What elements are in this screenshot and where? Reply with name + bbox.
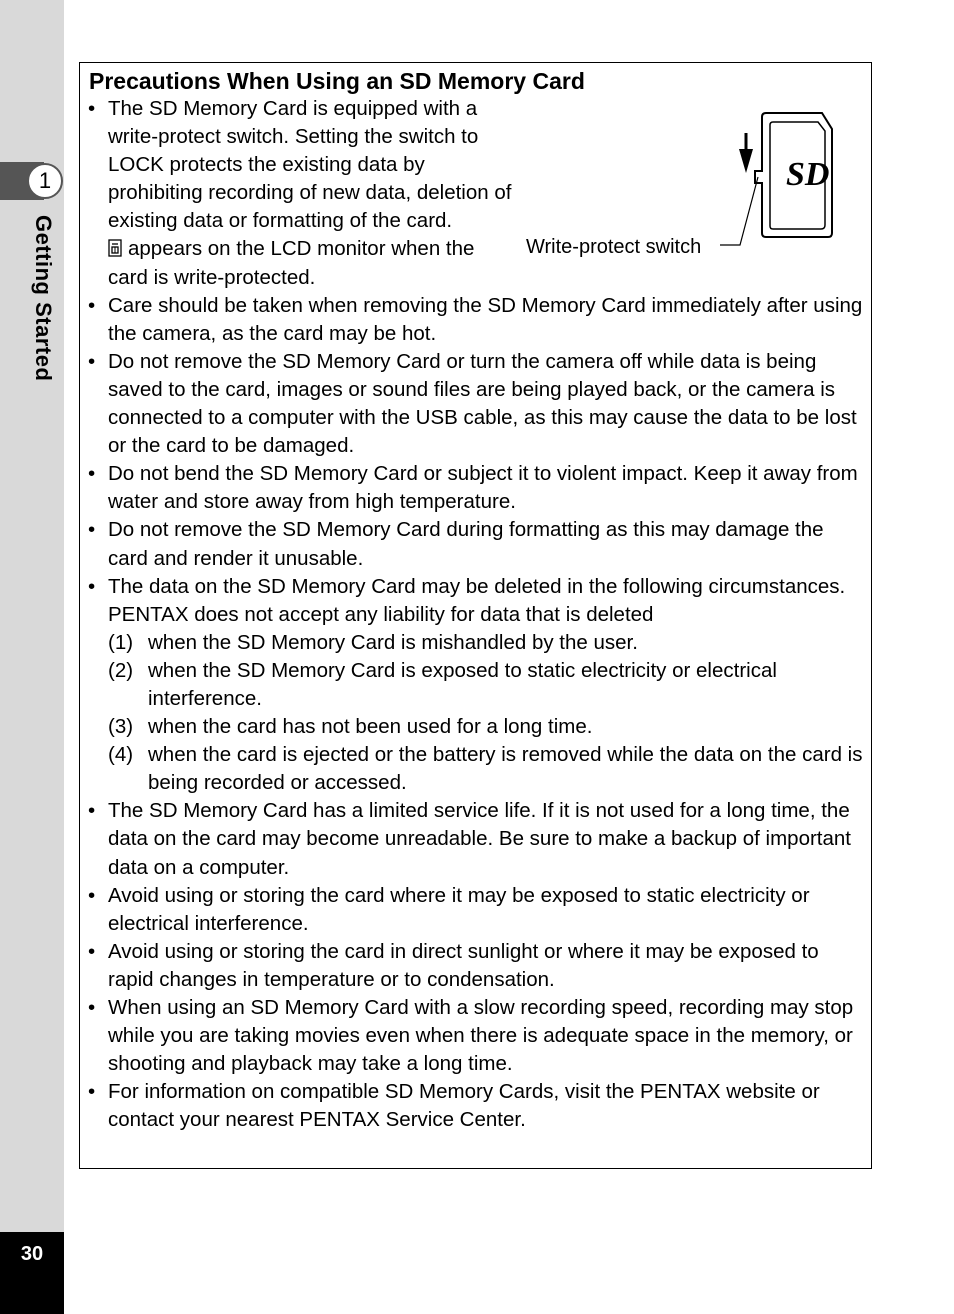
list-item-text: Do not remove the SD Memory Card or turn the camera off while data is being saved to the card, images or sound files are being played back, or the camera is connected to a computer with the USB cable, as this may cause the data to be lost or the card to be damaged.: [108, 349, 857, 458]
sub-list-number: (4): [108, 743, 134, 767]
sub-list-number: (1): [108, 630, 134, 654]
sub-list-item: [108, 713, 868, 741]
sub-list-number: (2): [108, 658, 134, 682]
box-title: Precautions When Using an SD Memory Card: [89, 68, 585, 94]
list-item-text: When using an SD Memory Card with a slow recording speed, recording may stop while you are taking movies even when there is adequate space in the memory, or shooting and playback may take a long time.: [108, 996, 854, 1076]
list-item-text: For information on compatible SD Memory Cards, visit the PENTAX website or contact your nearest PENTAX Service Center.: [108, 1080, 820, 1132]
bullet: •: [88, 293, 96, 317]
list-item: [88, 573, 868, 629]
list-item-text: The SD Memory Card has a limited service life. If it is not used for a long time, the data on the card may become unreadable. Be sure to make a backup of important data on a computer.: [108, 799, 851, 879]
sub-list-item: [108, 741, 868, 797]
switch-leader-line: [720, 177, 758, 245]
list-item: [88, 882, 868, 938]
lock-icon-note: appears on the LCD monitor when the card is write-protected.: [108, 237, 475, 289]
list-item-text: Do not bend the SD Memory Card or subject it to violent impact. Keep it away from water and store away from high temperature.: [108, 462, 858, 514]
bullet: •: [88, 1080, 96, 1104]
sub-list-text: when the SD Memory Card is exposed to static electricity or electrical interference.: [148, 658, 777, 710]
list-item: [88, 292, 868, 348]
write-protect-lock-icon: [108, 239, 122, 257]
precautions-box: [79, 62, 872, 1169]
section-label: Getting Started: [31, 215, 56, 382]
chapter-number: 1: [27, 163, 63, 199]
list-item-text: Avoid using or storing the card in direct sunlight or where it may be exposed to rapid changes in temperature or to condensation.: [108, 939, 819, 991]
list-item: [88, 1078, 868, 1134]
list-item: [88, 516, 868, 572]
list-item-text: Avoid using or storing the card where it may be exposed to static electricity or electrical interference.: [108, 883, 810, 935]
list-item: [88, 938, 868, 994]
lock-arrow-head: [739, 149, 753, 173]
sd-card-logo: SD: [786, 156, 830, 193]
list-item: [88, 994, 868, 1078]
bullet: •: [88, 939, 96, 963]
bullet: •: [88, 574, 96, 598]
sub-list-text: when the card has not been used for a long time.: [148, 715, 593, 739]
list-item-text: Care should be taken when removing the SD Memory Card immediately after using the camera, as the card may be hot.: [108, 293, 863, 345]
bullet: •: [88, 349, 96, 373]
list-item: [88, 95, 513, 292]
sub-list-item: [108, 629, 868, 657]
list-item: [88, 460, 868, 516]
list-item-text: Do not remove the SD Memory Card during formatting as this may damage the card and render it unusable.: [108, 518, 824, 570]
write-protect-text: The SD Memory Card is equipped with a write-protect switch. Setting the switch to LOCK protects the existing data by prohibiting recording of new data, deletion of existing data or formatting of the card.: [108, 97, 512, 233]
list-item: [88, 348, 868, 460]
page-number: 30: [20, 1243, 44, 1265]
sub-list-text: when the card is ejected or the battery is removed while the data on the card is being recorded or accessed.: [148, 743, 863, 795]
sub-list-item: [108, 657, 868, 713]
bullet: •: [88, 883, 96, 907]
sub-list-number: (3): [108, 715, 134, 739]
bullet: •: [88, 97, 96, 120]
bullet: •: [88, 462, 96, 486]
sub-list-text: when the SD Memory Card is mishandled by the user.: [148, 630, 638, 654]
list-item-text: The data on the SD Memory Card may be deleted in the following circumstances. PENTAX does not accept any liability for data that is deleted: [108, 574, 846, 626]
bullet: •: [88, 799, 96, 823]
bullet: •: [88, 518, 96, 542]
list-item: [88, 797, 868, 881]
write-protect-caption: Write-protect switch: [526, 236, 702, 258]
bullet: •: [88, 996, 96, 1019]
